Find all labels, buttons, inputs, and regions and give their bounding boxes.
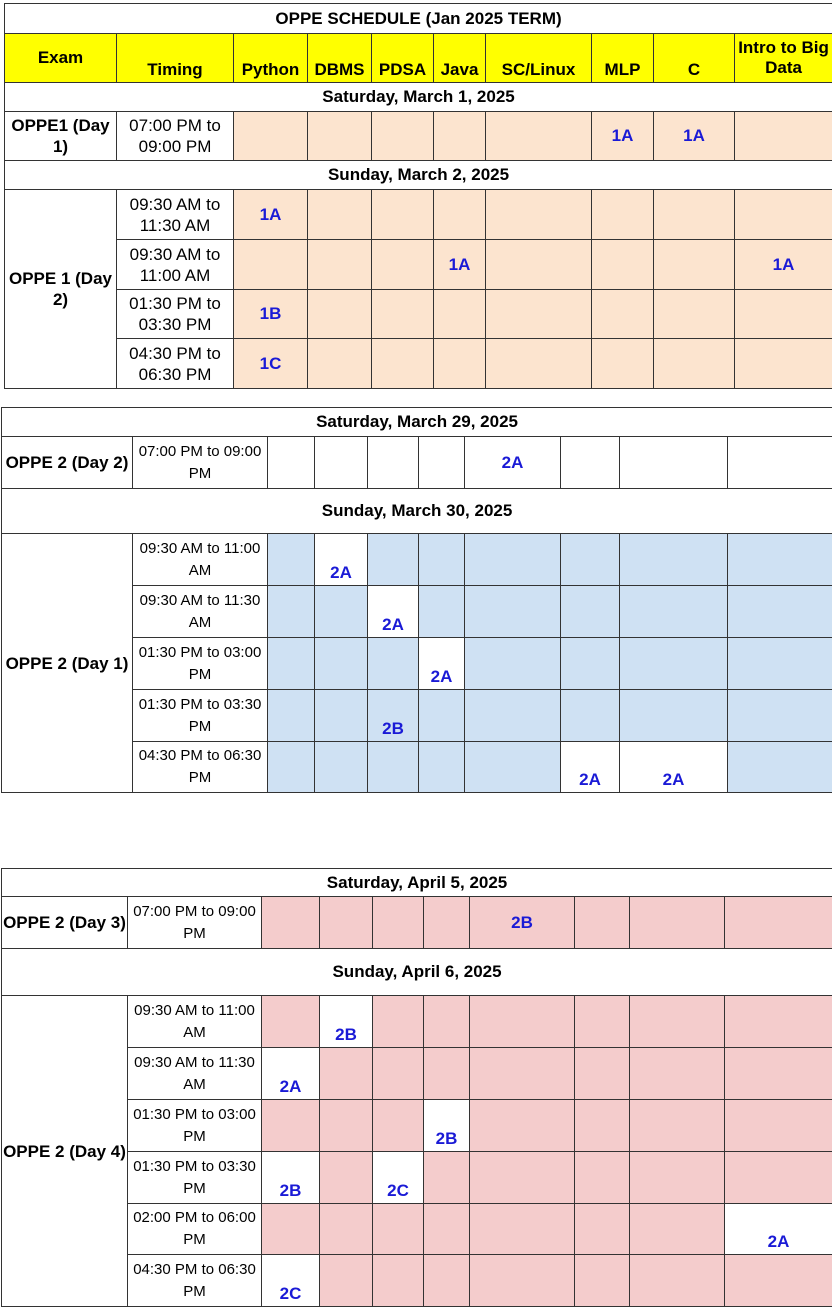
slot-c	[630, 996, 725, 1048]
slot-pdsa	[373, 1048, 424, 1100]
slot-dbms	[315, 437, 368, 489]
slot-pdsa	[368, 534, 419, 586]
header-exam: Exam	[5, 34, 117, 83]
date-row: Sunday, April 6, 2025	[2, 949, 832, 996]
date-row: Saturday, March 29, 2025	[2, 408, 832, 437]
slot-sclinux	[486, 240, 592, 290]
slot-dbms	[308, 290, 372, 339]
timing-cell: 07:00 PM to 09:00 PM	[128, 897, 262, 949]
slot-python	[262, 1100, 320, 1152]
header-python: Python	[234, 34, 308, 83]
timing-cell: 01:30 PM to 03:30 PM	[128, 1152, 262, 1204]
slot-sclinux	[465, 690, 561, 742]
slot-java	[424, 1048, 470, 1100]
slot-pdsa: 2A	[368, 586, 419, 638]
slot-bigdata	[735, 190, 832, 240]
slot-python: 1B	[234, 290, 308, 339]
slot-mlp	[561, 437, 620, 489]
slot-mlp	[592, 339, 654, 389]
slot-pdsa	[368, 437, 419, 489]
slot-bigdata	[725, 1152, 832, 1204]
header-mlp: MLP	[592, 34, 654, 83]
slot-python	[268, 437, 315, 489]
slot-bigdata	[735, 339, 832, 389]
slot-java	[424, 1204, 470, 1255]
slot-sclinux	[470, 1204, 575, 1255]
slot-pdsa	[372, 240, 434, 290]
slot-python	[268, 690, 315, 742]
header-c: C	[654, 34, 735, 83]
slot-java	[424, 897, 470, 949]
slot-sclinux	[486, 339, 592, 389]
schedule-table-march-1-2	[4, 3, 832, 389]
slot-mlp	[561, 586, 620, 638]
slot-python: 2A	[262, 1048, 320, 1100]
slot-sclinux	[465, 534, 561, 586]
slot-mlp	[575, 1152, 630, 1204]
timing-cell: 09:30 AM to 11:00 AM	[128, 996, 262, 1048]
timing-cell: 09:30 AM to 11:00 AM	[117, 240, 234, 290]
slot-java	[434, 290, 486, 339]
slot-c	[620, 534, 728, 586]
slot-sclinux	[470, 1048, 575, 1100]
date-row: Saturday, April 5, 2025	[2, 869, 832, 897]
slot-sclinux	[486, 290, 592, 339]
slot-bigdata	[735, 290, 832, 339]
timing-cell: 01:30 PM to 03:00 PM	[128, 1100, 262, 1152]
slot-python	[262, 897, 320, 949]
slot-sclinux	[470, 1100, 575, 1152]
slot-dbms	[320, 1255, 373, 1307]
slot-python	[268, 534, 315, 586]
header-timing: Timing	[117, 34, 234, 83]
schedule-title: OPPE SCHEDULE (Jan 2025 TERM)	[5, 4, 832, 34]
exam-label: OPPE 2 (Day 2)	[2, 437, 133, 489]
slot-bigdata	[728, 742, 832, 793]
date-row: Saturday, March 1, 2025	[5, 83, 832, 112]
slot-dbms	[308, 240, 372, 290]
timing-cell: 01:30 PM to 03:00 PM	[133, 638, 268, 690]
header-sclinux: SC/Linux	[486, 34, 592, 83]
slot-c	[620, 586, 728, 638]
slot-sclinux: 2A	[465, 437, 561, 489]
slot-python	[268, 742, 315, 793]
slot-pdsa: 2C	[373, 1152, 424, 1204]
slot-bigdata	[725, 897, 832, 949]
slot-dbms	[308, 339, 372, 389]
date-row: Sunday, March 30, 2025	[2, 489, 832, 534]
exam-label: OPPE 1 (Day 2)	[5, 190, 117, 389]
header-java: Java	[434, 34, 486, 83]
slot-sclinux	[486, 112, 592, 161]
slot-python	[234, 112, 308, 161]
slot-java	[424, 996, 470, 1048]
slot-python: 1C	[234, 339, 308, 389]
slot-java: 2A	[419, 638, 465, 690]
slot-sclinux	[465, 742, 561, 793]
slot-mlp	[561, 534, 620, 586]
timing-cell: 04:30 PM to 06:30 PM	[117, 339, 234, 389]
slot-python	[262, 996, 320, 1048]
slot-dbms	[320, 897, 373, 949]
slot-java: 1A	[434, 240, 486, 290]
slot-pdsa	[372, 112, 434, 161]
date-row: Sunday, March 2, 2025	[5, 161, 832, 190]
slot-pdsa: 2B	[368, 690, 419, 742]
timing-cell: 02:00 PM to 06:00 PM	[128, 1204, 262, 1255]
slot-c	[654, 190, 735, 240]
timing-cell: 04:30 PM to 06:30 PM	[133, 742, 268, 793]
schedule-table-april-5-6	[1, 868, 832, 1307]
slot-dbms: 2B	[320, 996, 373, 1048]
timing-cell: 04:30 PM to 06:30 PM	[128, 1255, 262, 1307]
slot-mlp	[561, 638, 620, 690]
slot-sclinux	[486, 190, 592, 240]
slot-sclinux: 2B	[470, 897, 575, 949]
slot-bigdata	[728, 690, 832, 742]
slot-bigdata	[728, 586, 832, 638]
timing-cell: 07:00 PM to 09:00 PM	[117, 112, 234, 161]
slot-mlp	[592, 240, 654, 290]
slot-mlp	[592, 290, 654, 339]
slot-c	[630, 1152, 725, 1204]
header-dbms: DBMS	[308, 34, 372, 83]
slot-mlp	[575, 1204, 630, 1255]
slot-java	[424, 1152, 470, 1204]
slot-bigdata	[725, 1048, 832, 1100]
slot-c	[654, 290, 735, 339]
slot-dbms	[308, 190, 372, 240]
slot-dbms	[308, 112, 372, 161]
slot-dbms	[320, 1048, 373, 1100]
slot-c	[630, 1100, 725, 1152]
slot-mlp	[575, 897, 630, 949]
slot-mlp: 2A	[561, 742, 620, 793]
slot-java	[434, 112, 486, 161]
slot-c	[620, 690, 728, 742]
slot-java	[419, 534, 465, 586]
slot-dbms	[315, 586, 368, 638]
slot-mlp: 1A	[592, 112, 654, 161]
slot-bigdata	[728, 437, 832, 489]
slot-c	[630, 1255, 725, 1307]
slot-python: 2B	[262, 1152, 320, 1204]
timing-cell: 07:00 PM to 09:00 PM	[133, 437, 268, 489]
slot-dbms	[320, 1152, 373, 1204]
exam-label: OPPE1 (Day 1)	[5, 112, 117, 161]
slot-dbms	[315, 690, 368, 742]
slot-sclinux	[465, 586, 561, 638]
slot-java	[434, 190, 486, 240]
slot-sclinux	[470, 1255, 575, 1307]
timing-cell: 01:30 PM to 03:30 PM	[117, 290, 234, 339]
slot-mlp	[575, 1100, 630, 1152]
header-bigdata: Intro to Big Data	[735, 34, 832, 83]
slot-mlp	[575, 1048, 630, 1100]
slot-c	[654, 240, 735, 290]
slot-c	[620, 437, 728, 489]
slot-bigdata	[725, 996, 832, 1048]
exam-label: OPPE 2 (Day 4)	[2, 996, 128, 1307]
slot-c	[630, 1204, 725, 1255]
slot-pdsa	[368, 742, 419, 793]
slot-bigdata	[725, 1255, 832, 1307]
slot-java	[434, 339, 486, 389]
slot-python	[268, 586, 315, 638]
slot-python	[268, 638, 315, 690]
slot-python: 1A	[234, 190, 308, 240]
slot-java: 2B	[424, 1100, 470, 1152]
slot-mlp	[575, 1255, 630, 1307]
slot-dbms	[315, 742, 368, 793]
slot-dbms	[320, 1204, 373, 1255]
slot-python	[262, 1204, 320, 1255]
slot-mlp	[561, 690, 620, 742]
slot-java	[419, 690, 465, 742]
timing-cell: 09:30 AM to 11:00 AM	[133, 534, 268, 586]
slot-bigdata	[728, 638, 832, 690]
slot-mlp	[575, 996, 630, 1048]
slot-pdsa	[368, 638, 419, 690]
exam-label: OPPE 2 (Day 1)	[2, 534, 133, 793]
slot-bigdata	[728, 534, 832, 586]
slot-pdsa	[373, 996, 424, 1048]
slot-python: 2C	[262, 1255, 320, 1307]
slot-c: 2A	[620, 742, 728, 793]
timing-cell: 09:30 AM to 11:30 AM	[128, 1048, 262, 1100]
slot-java	[419, 586, 465, 638]
slot-bigdata	[725, 1100, 832, 1152]
timing-cell: 01:30 PM to 03:30 PM	[133, 690, 268, 742]
slot-c	[654, 339, 735, 389]
slot-bigdata: 1A	[735, 240, 832, 290]
slot-pdsa	[373, 897, 424, 949]
slot-pdsa	[372, 339, 434, 389]
slot-pdsa	[372, 290, 434, 339]
slot-bigdata: 2A	[725, 1204, 832, 1255]
timing-cell: 09:30 AM to 11:30 AM	[133, 586, 268, 638]
slot-c	[630, 1048, 725, 1100]
slot-c	[630, 897, 725, 949]
slot-pdsa	[373, 1204, 424, 1255]
slot-c	[620, 638, 728, 690]
slot-pdsa	[372, 190, 434, 240]
slot-dbms: 2A	[315, 534, 368, 586]
header-pdsa: PDSA	[372, 34, 434, 83]
slot-java	[424, 1255, 470, 1307]
slot-java	[419, 437, 465, 489]
slot-pdsa	[373, 1255, 424, 1307]
slot-bigdata	[735, 112, 832, 161]
slot-sclinux	[470, 1152, 575, 1204]
slot-mlp	[592, 190, 654, 240]
slot-python	[234, 240, 308, 290]
slot-pdsa	[373, 1100, 424, 1152]
timing-cell: 09:30 AM to 11:30 AM	[117, 190, 234, 240]
slot-sclinux	[465, 638, 561, 690]
slot-c: 1A	[654, 112, 735, 161]
slot-java	[419, 742, 465, 793]
slot-dbms	[320, 1100, 373, 1152]
exam-label: OPPE 2 (Day 3)	[2, 897, 128, 949]
slot-dbms	[315, 638, 368, 690]
slot-sclinux	[470, 996, 575, 1048]
schedule-table-march-29-30	[1, 407, 832, 793]
